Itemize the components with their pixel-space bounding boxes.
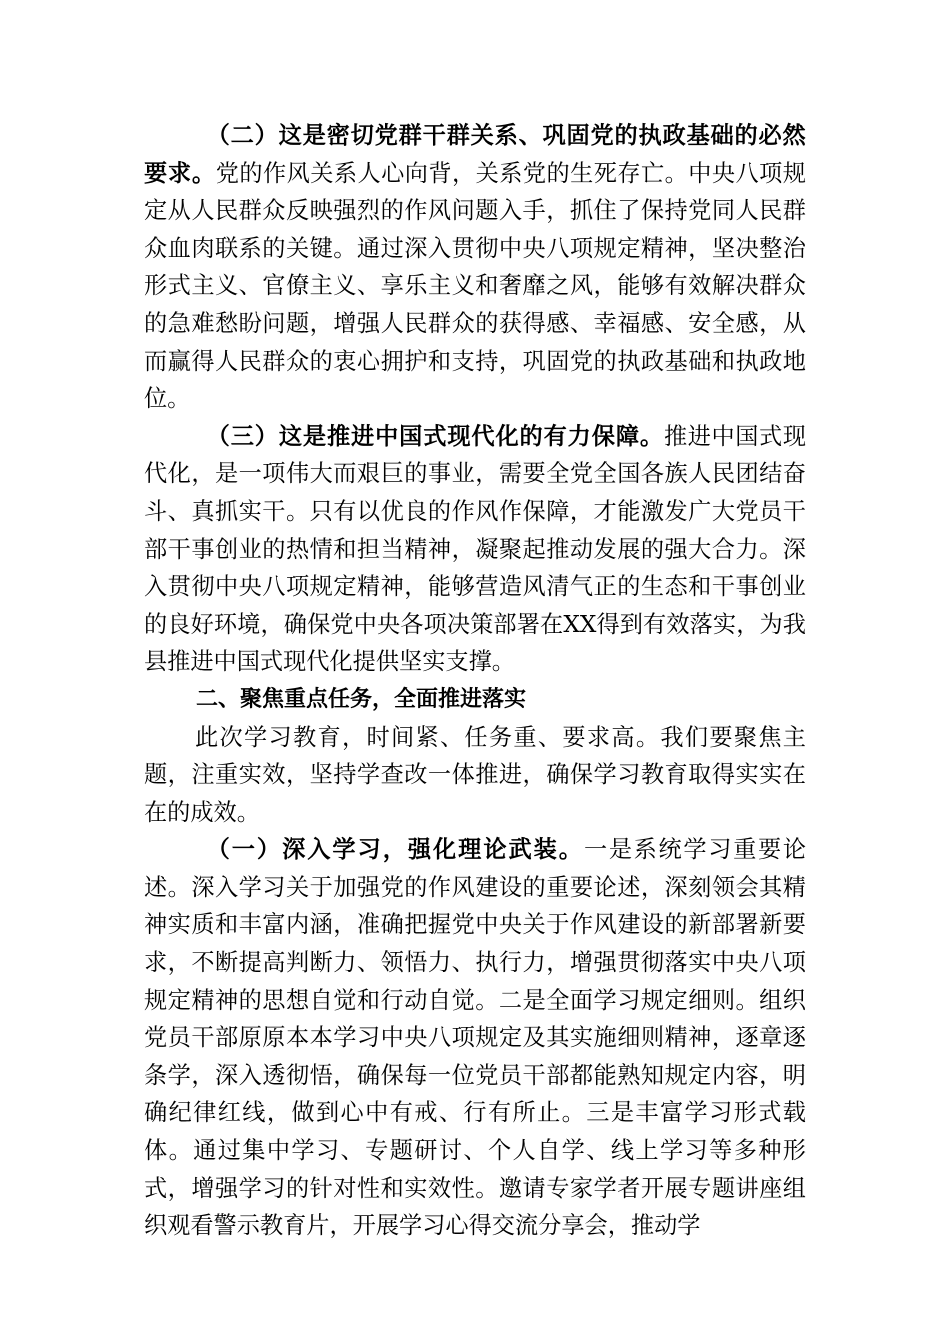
paragraph-body: 一是系统学习重要论述。深入学习关于加强党的作风建设的重要论述，深刻领会其精神实质和丰富内涵，准确把握党中央关于作风建设的新部署新要求，不断提高判断力、领悟力、执行力，增强贯彻落实中央八项规定精神的思想自觉和行动自觉。二是全面学习规定细则。组织党员干部原原本本学习中央八项规定及其实施细则精神，逐章逐条学，深入透彻悟，确保每一位党员干部都能熟知规定内容，明确纪律红线，做到心中有戒、行有所止。三是丰富学习形式载体。通过集中学习、专题研讨、个人自学、线上学习等多种形式，增强学习的针对性和实效性。邀请专家学者开展专题讲座组织观看警示教育片，开展学习心得交流分享会，推动学 xyxy=(144,836,807,1240)
paragraph-deep-study xyxy=(144,831,806,1245)
paragraph-lead: （二）这是密切党群干群关系、巩固党的执政基础的必然要求。 xyxy=(144,122,806,187)
paragraph-lead: （一）深入学习，强化理论武装。 xyxy=(206,836,584,864)
paragraph-party-mass-relations xyxy=(144,117,806,418)
paragraph-modernization-guarantee xyxy=(144,418,806,681)
paragraph-body: 推进中国式现代化，是一项伟大而艰巨的事业，需要全党全国各族人民团结奋斗、真抓实干。只有以优良的作风作保障，才能激发广大党员干部干事创业的热情和担当精神，凝聚起推动发展的强大合力。深入贯彻中央八项规定精神，能够营造风清气正的生态和干事创业的良好环境，确保党中央各项决策部署在XX得到有效落实，为我县推进中国式现代化提供坚实支撑。 xyxy=(144,422,807,676)
document-page xyxy=(144,117,806,1245)
paragraph-intro: 此次学习教育，时间紧、任务重、要求高。我们要聚焦主题，注重实效，坚持学查改一体推进，确保学习教育取得实实在在的成效。 xyxy=(144,723,806,826)
section-heading: 二、聚焦重点任务，全面推进落实 xyxy=(196,686,527,712)
paragraph-lead: （三）这是推进中国式现代化的有力保障。 xyxy=(206,422,664,450)
paragraph-body: 党的作风关系人心向背，关系党的生死存亡。中央八项规定从人民群众反映强烈的作风问题入手，抓住了保持党同人民群众血肉联系的关键。通过深入贯彻中央八项规定精神，坚决整治形式主义、官僚主义、享乐主义和奢靡之风，能够有效解决群众的急难愁盼问题，增强人民群众的获得感、幸福感、安全感，从而赢得人民群众的衷心拥护和支持，巩固党的执政基础和执政地位。 xyxy=(144,159,806,413)
